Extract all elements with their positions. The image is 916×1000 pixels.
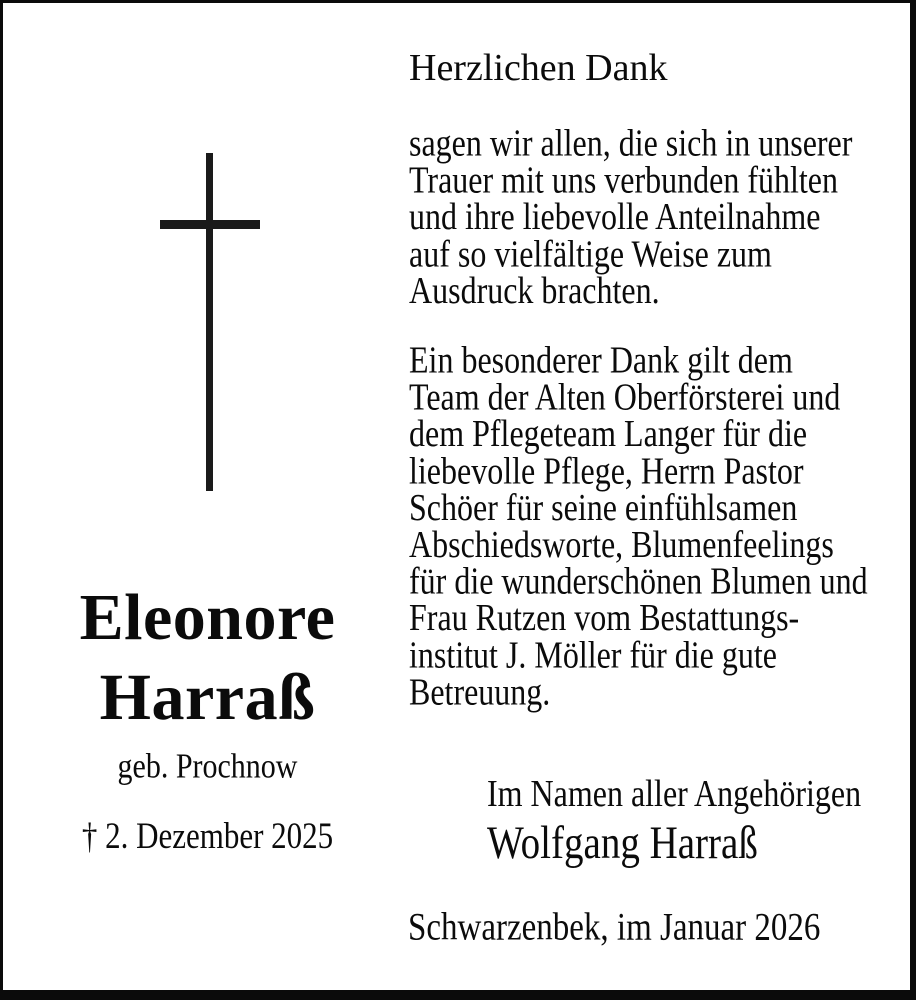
cross-horizontal-bar [160,220,260,229]
cross-icon [160,153,260,491]
paragraph-line: Ausdruck brachten. [409,268,660,312]
on-behalf-line: Im Namen aller Angehörigen [487,771,862,815]
deceased-name [20,578,395,738]
cross-vertical-bar [206,153,213,491]
paragraph-line: Abschiedsworte, Blumenfeelings [409,522,834,566]
deceased-last-name: Harraß [99,661,316,734]
paragraph-line: sagen wir allen, die sich in unserer [409,121,853,164]
paragraph-line: für die wunderschönen Blumen und [409,559,868,602]
birth-name: geb. Prochnow [117,747,298,786]
paragraph-line: liebevolle Pflege, Herrn Pastor [409,448,804,492]
deceased-first-name: Eleonore [79,581,336,654]
thanks-paragraph [409,121,853,312]
paragraph-line: auf so vielfältige Weise zum [409,231,772,275]
signer-name: Wolfgang Harraß [487,817,758,869]
paragraph-line: institut J. Möller für die gute [409,633,777,676]
paragraph-line: dem Pflegeteam Langer für die [409,412,808,455]
paragraph-line: Betreuung. [409,669,551,713]
paragraph-line: Schöer für seine einfühlsamen [409,485,798,529]
paragraph-line: Ein besonderer Dank gilt dem [409,338,793,381]
death-date: † 2. Dezember 2025 [81,814,334,857]
paragraph-line: Trauer mit uns verbunden fühlten [409,158,838,201]
paragraph-line: Team der Alten Oberförsterei und [409,375,841,418]
paragraph-line: und ihre liebevolle Anteilnahme [409,195,821,238]
special-thanks-paragraph [409,338,868,713]
place-and-date: Schwarzenbek, im Januar 2026 [408,906,821,950]
notice-heading: Herzlichen Dank [409,47,668,89]
paragraph-line: Frau Rutzen vom Bestattungs- [409,596,800,639]
